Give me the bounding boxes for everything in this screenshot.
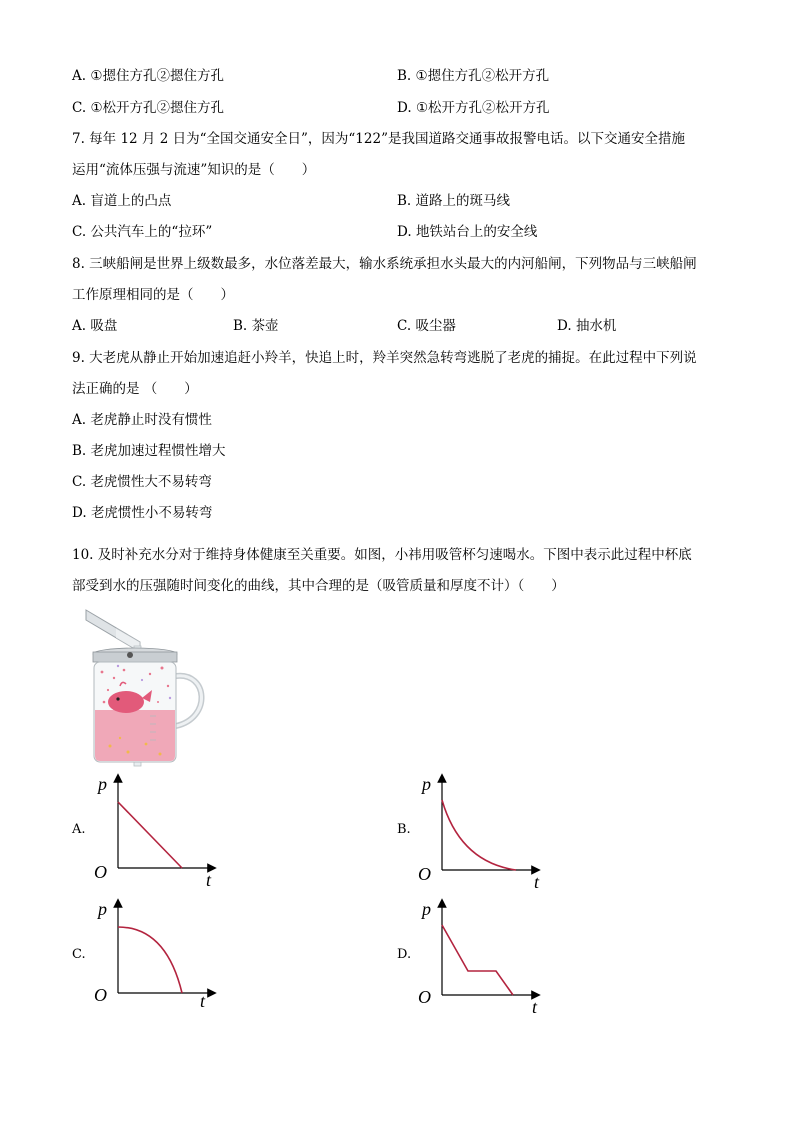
graph-c[interactable] — [88, 895, 228, 1015]
option-text: 老虎惯性大不易转弯 — [90, 474, 212, 490]
curve-c — [118, 927, 182, 993]
option-label: B. — [233, 318, 248, 334]
q8-option-b[interactable] — [233, 316, 279, 336]
curve-a — [118, 802, 182, 868]
graph-label-b[interactable]: B. — [397, 822, 411, 837]
option-label: B. — [397, 68, 412, 84]
q8-stem-line2: 工作原理相同的是（ ） — [72, 287, 234, 303]
option-label: D. — [557, 318, 572, 334]
x-axis-label: t — [532, 997, 538, 1017]
q6-option-d[interactable] — [397, 98, 550, 118]
pink-water — [95, 710, 175, 761]
origin-label: O — [418, 864, 431, 884]
option-label: C. — [72, 474, 87, 490]
q8-stem-line1: 8. 三峡船闸是世界上级数最多，水位落差最大，输水系统承担水头最大的内河船闸，下列物品与三峡船闸 — [72, 256, 697, 272]
option-label: A. — [72, 68, 87, 84]
origin-label: O — [94, 862, 107, 882]
graph-d[interactable] — [412, 895, 552, 1020]
option-label: B. — [72, 443, 87, 459]
x-axis-label: t — [206, 870, 212, 890]
option-text: 老虎惯性小不易转弯 — [90, 505, 213, 521]
q10-stem-line2: 部受到水的压强随时间变化的曲线，其中合理的是（吸管质量和厚度不计）（ ） — [72, 578, 565, 594]
q7-option-a[interactable] — [72, 191, 171, 211]
option-text: ①松开方孔②松开方孔 — [415, 100, 550, 116]
q7-stem-line1: 7. 每年 12 月 2 日为“全国交通安全日”，因为“122”是我国道路交通事故报警电话。以下交通安全措施 — [72, 131, 685, 147]
option-label: C. — [397, 318, 412, 334]
option-label: C. — [72, 224, 87, 240]
curve-d — [442, 925, 513, 995]
option-label: C. — [72, 100, 87, 116]
graph-label-c[interactable]: C. — [72, 947, 86, 962]
origin-label: O — [418, 987, 431, 1007]
q9-stem-line1: 9. 大老虎从静止开始加速追赶小羚羊，快追上时，羚羊突然急转弯逃脱了老虎的捕捉。在此过程中下列说 — [72, 350, 697, 366]
x-axis-label: t — [534, 872, 540, 892]
option-text: 地铁站台上的安全线 — [415, 224, 538, 240]
option-label: D. — [72, 505, 87, 521]
q8-option-c[interactable] — [397, 316, 456, 336]
option-text: 老虎加速过程惯性增大 — [90, 443, 226, 459]
y-axis-label: p — [98, 774, 107, 794]
q9-option-a[interactable] — [72, 410, 212, 430]
graph-b[interactable] — [412, 770, 552, 895]
curve-b — [442, 800, 516, 870]
q9-option-c[interactable] — [72, 472, 212, 492]
q9-option-b[interactable] — [72, 441, 226, 461]
option-text: 老虎静止时没有惯性 — [90, 412, 212, 428]
q7-option-d[interactable] — [397, 222, 537, 242]
option-text: ①摁住方孔②摁住方孔 — [90, 68, 224, 84]
option-label: D. — [397, 224, 412, 240]
q10-stem-line1: 10. 及时补充水分对于维持身体健康至关重要。如图，小祎用吸管杯匀速喝水。下图中表示此过程中杯底 — [72, 547, 692, 563]
q9-stem-line2: 法正确的是 （ ） — [72, 381, 198, 397]
q6-option-b[interactable] — [397, 66, 549, 86]
option-text: ①摁住方孔②松开方孔 — [415, 68, 550, 84]
cup-lid — [93, 648, 177, 662]
option-text: 吸盘 — [90, 318, 118, 334]
option-text: 盲道上的凸点 — [90, 193, 172, 209]
q6-option-a[interactable] — [72, 66, 224, 86]
q8-option-d[interactable] — [557, 316, 616, 336]
y-axis-label: p — [98, 899, 107, 919]
option-text: 公共汽车上的“拉环” — [90, 224, 213, 240]
q7-stem-line2: 运用“流体压强与流速”知识的是（ ） — [72, 162, 316, 178]
option-label: A. — [72, 412, 87, 428]
straw-cup-illustration — [80, 606, 220, 768]
option-label: A. — [72, 318, 87, 334]
graph-a[interactable] — [88, 770, 228, 895]
q7-option-b[interactable] — [397, 191, 510, 211]
option-text: 道路上的斑马线 — [415, 193, 511, 209]
q9-option-d[interactable] — [72, 503, 212, 523]
option-text: 吸尘器 — [415, 318, 456, 334]
origin-label: O — [94, 985, 107, 1005]
q8-option-a[interactable] — [72, 316, 117, 336]
option-label: B. — [397, 193, 412, 209]
option-text: 抽水机 — [575, 318, 617, 334]
y-axis-label: p — [422, 899, 431, 919]
q6-option-c[interactable] — [72, 98, 224, 118]
option-text: ①松开方孔②摁住方孔 — [90, 100, 225, 116]
option-label: D. — [397, 100, 412, 116]
option-label: A. — [72, 193, 87, 209]
option-text: 茶壶 — [251, 318, 279, 334]
y-axis-label: p — [422, 774, 431, 794]
graph-label-d[interactable]: D. — [397, 947, 412, 962]
q7-option-c[interactable] — [72, 222, 212, 242]
x-axis-label: t — [200, 991, 206, 1011]
graph-label-a[interactable]: A. — [72, 822, 86, 837]
